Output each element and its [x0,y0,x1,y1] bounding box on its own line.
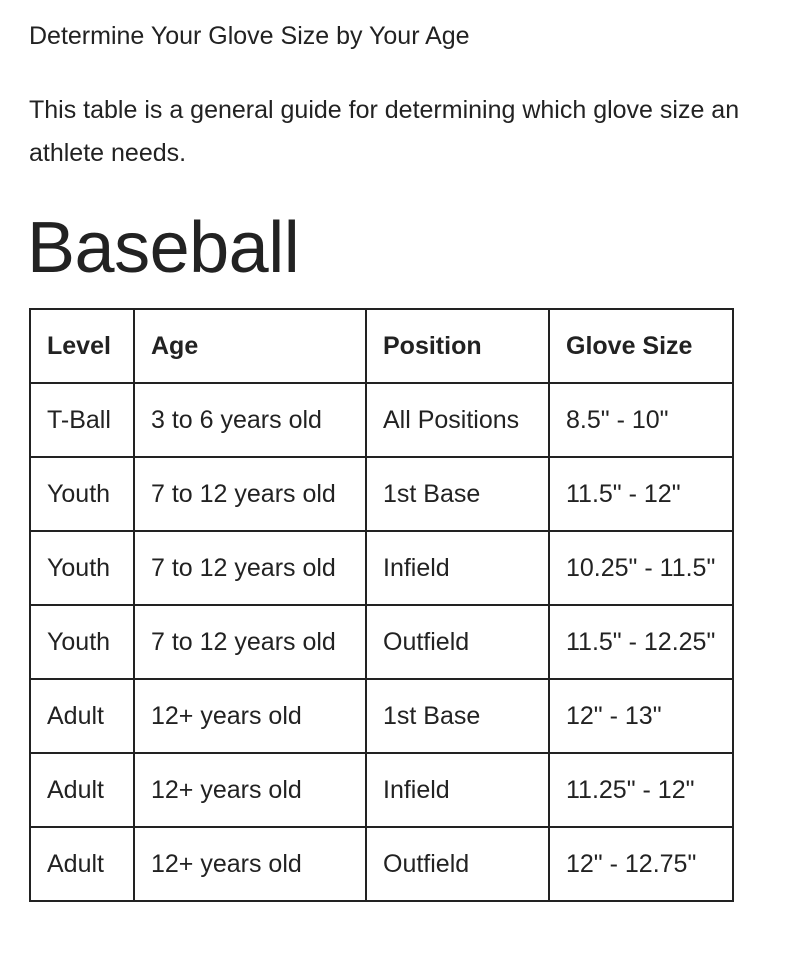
cell-age: 7 to 12 years old [134,457,366,531]
cell-age: 12+ years old [134,827,366,901]
cell-level: Youth [30,531,134,605]
cell-age: 12+ years old [134,753,366,827]
cell-glove-size: 12" - 13" [549,679,733,753]
header-glove-size: Glove Size [549,309,733,383]
cell-position: Outfield [366,605,549,679]
cell-glove-size: 12" - 12.75" [549,827,733,901]
cell-position: 1st Base [366,457,549,531]
cell-glove-size: 8.5" - 10" [549,383,733,457]
cell-age: 7 to 12 years old [134,531,366,605]
cell-level: Adult [30,753,134,827]
table-row [30,383,733,457]
cell-position: 1st Base [366,679,549,753]
cell-age: 12+ years old [134,679,366,753]
cell-position: All Positions [366,383,549,457]
cell-position: Infield [366,531,549,605]
cell-position: Outfield [366,827,549,901]
glove-size-table [29,308,734,902]
cell-level: Adult [30,679,134,753]
table-row [30,457,733,531]
table-row [30,531,733,605]
header-position: Position [366,309,549,383]
intro-paragraph: This table is a general guide for determining which glove size an athlete needs. [29,96,740,167]
table-row [30,679,733,753]
cell-position: Infield [366,753,549,827]
table-row [30,827,733,901]
header-age: Age [134,309,366,383]
table-row [30,605,733,679]
cell-glove-size: 11.25" - 12" [549,753,733,827]
cell-age: 3 to 6 years old [134,383,366,457]
header-level: Level [30,309,134,383]
cell-glove-size: 11.5" - 12.25" [549,605,733,679]
cell-glove-size: 10.25" - 11.5" [549,531,733,605]
table-row [30,753,733,827]
table-header-row [30,309,733,383]
cell-age: 7 to 12 years old [134,605,366,679]
cell-glove-size: 11.5" - 12" [549,457,733,531]
cell-level: Youth [30,457,134,531]
cell-level: Youth [30,605,134,679]
section-title: Baseball [27,208,300,288]
intro-heading: Determine Your Glove Size by Your Age [29,22,470,50]
cell-level: T-Ball [30,383,134,457]
cell-level: Adult [30,827,134,901]
